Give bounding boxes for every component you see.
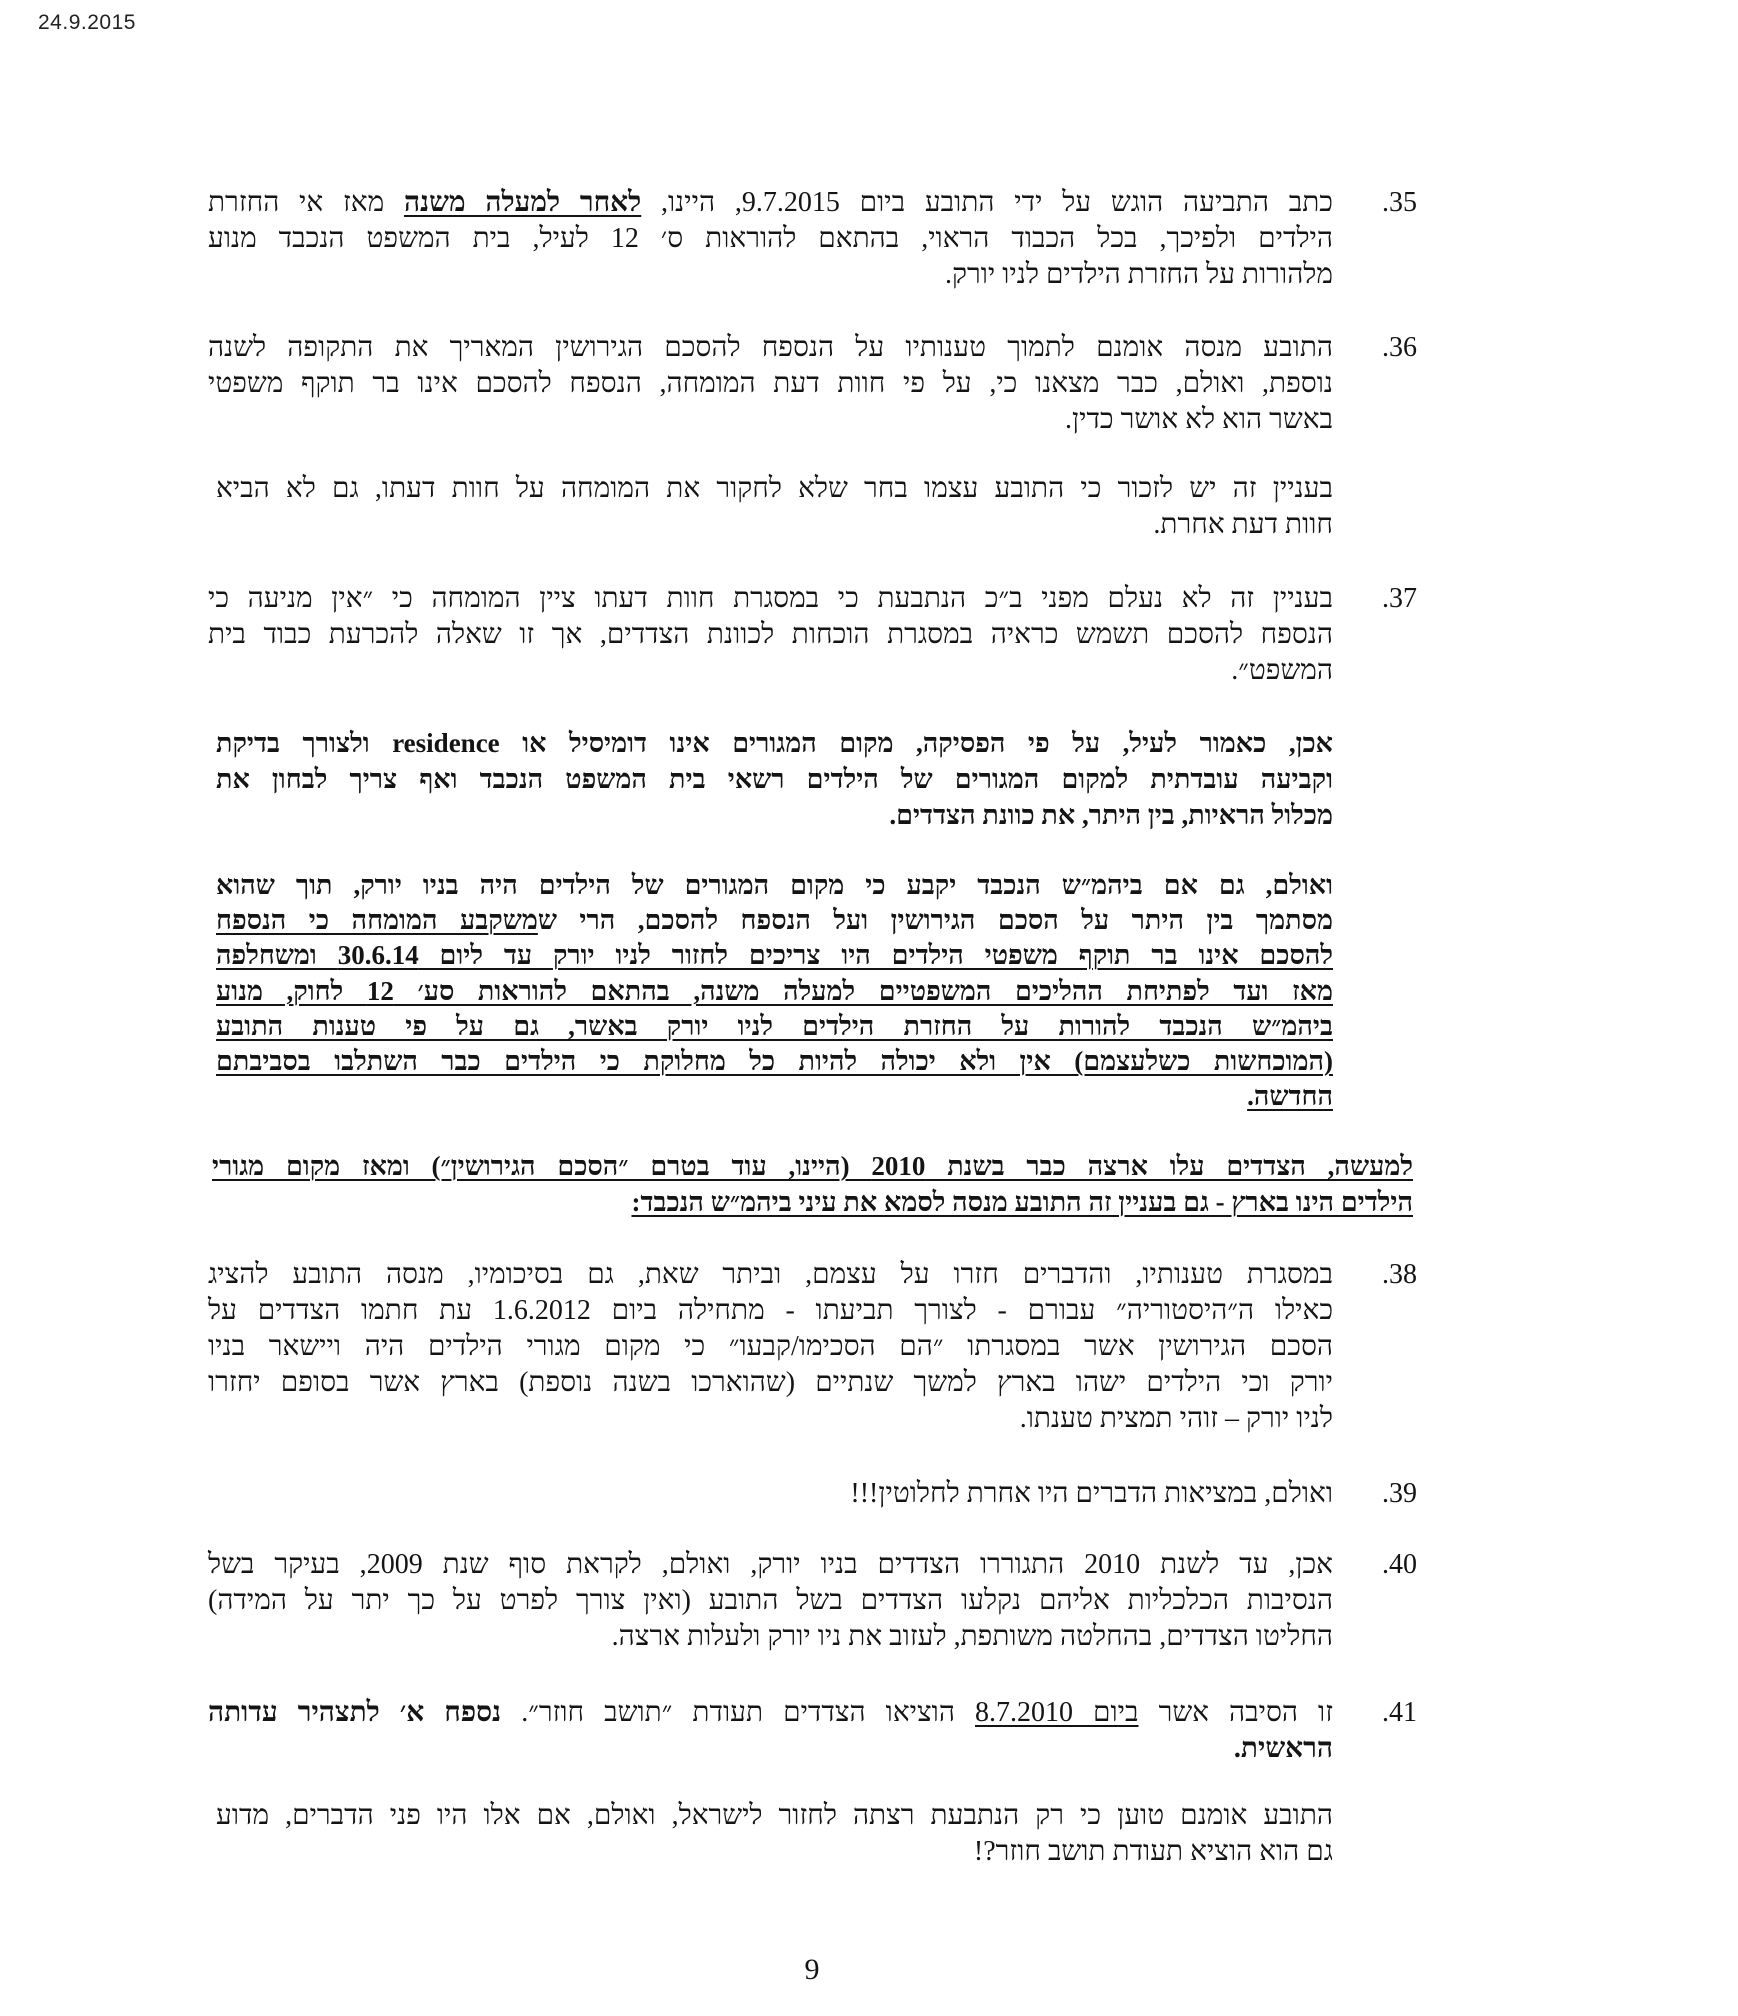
text-segment: מאז אי החזרת [207,187,404,218]
paragraph-line: מאז ועד לפתיחת ההליכים המשפטיים למעלה משנה, בהתאם להוראות סע׳ 12 לחוק, מנוע [216,975,1333,1006]
paragraph-line: נוספת, ואולם, כבר מצאנו כי, על פי חוות דעת המומחה, הנספח להסכם אינו בר תוקף משפטי [208,368,1333,399]
bold-text: נספח א׳ לתצהיר עדותה [208,1697,502,1728]
paragraph-36-continued [216,471,1333,543]
paragraph-summary [212,1148,1413,1220]
paragraph-line: במסגרת טענותיו, והדברים חזרו על עצמם, וביתר שאת, גם בסיכומיו, מנסה התובע להציג [208,1259,1333,1290]
paragraph-37-bold-a [216,725,1333,833]
paragraph-line: אכן, כאמור לעיל, על פי הפסיקה, מקום המגורים אינו דומיסיל או residence ולצורך בדיקת [216,728,1333,758]
underlined-text: ביום 8.7.2010 [974,1697,1139,1728]
paragraph-40 [208,1547,1333,1655]
paragraph-number: 41. [1382,1697,1417,1728]
paragraph-line: התובע מנסה אומנם לתמוך טענותיו על הנספח להסכם הגירושין המאריך את התקופה לשנה [208,332,1333,363]
paragraph-line: החליטו הצדדים, בהחלטה משותפת, לעזוב את ניו יורק ולעלות ארצה. [611,1621,1333,1652]
paragraph-number: 38. [1382,1259,1417,1290]
paragraph-line: וקביעה עובדתית למקום המגורים של הילדים רשאי בית המשפט הנכבד ואף צריך לבחון את [216,764,1333,794]
paragraph-line: באשר הוא לא אושר כדין. [1064,404,1333,435]
emphasized-text: לאחר למעלה משנה [403,187,642,218]
paragraph-number: 39. [1382,1478,1417,1509]
print-date: 24.9.2015 [38,11,136,34]
paragraph-line [208,1695,1333,1731]
paragraph-line: (המוכחשות כשלעצמם) אין ולא יכולה להיות כל מחלוקת כי הילדים כבר השתלבו בסביבתם [216,1046,1333,1077]
paragraph-line: חוות דעת אחרת. [1153,509,1333,540]
paragraph-line: התובע אומנם טוען כי רק הנתבעת רצתה לחזור לישראל, ואולם, אם אלו היו פני הדברים, מדוע [216,1800,1333,1831]
text-segment: זו הסיבה אשר [1138,1697,1333,1728]
page-number: 9 [804,1953,820,1986]
paragraph-38 [208,1257,1333,1437]
paragraph-number: 36. [1382,332,1417,363]
paragraph-line: כאילו ה״היסטוריה״ עבורם - לצורך תביעתו - מתחילה ביום 1.6.2012 עת חתמו הצדדים על [208,1295,1333,1326]
paragraph-line: מלהורות על החזרת הילדים לניו יורק. [945,259,1333,290]
paragraph-line: החדשה. [1247,1081,1333,1112]
paragraph-line: ביהמ״ש הנכבד להורות על החזרת הילדים לניו יורק באשר, גם על פי טענות התובע [216,1010,1333,1041]
paragraph-line: גם הוא הוציא תעודת תושב חוזר?! [973,1836,1333,1867]
paragraph-line: הנסיבות הכלכליות אליהם נקלעו הצדדים בשל התובע (ואין צורך לפרט על כך יתר על המידה) [208,1585,1333,1616]
paragraph-35 [208,185,1333,293]
paragraph-line: אכן, עד לשנת 2010 התגוררו הצדדים בניו יורק, ואולם, לקראת סוף שנת 2009, בעיקר בשל [208,1549,1333,1580]
paragraph-line: להסכם אינו בר תוקף משפטי הילדים היו צריכים לחזור לניו יורק עד ליום 30.6.14 ומשחלפה [215,940,1333,971]
paragraph-line: הראשית. [1233,1733,1333,1764]
paragraph-line: בעניין זה יש לזכור כי התובע עצמו בחר שלא לחקור את המומחה על חוות דעתו, גם לא הביא [216,473,1333,504]
paragraph-37-bold-b [216,868,1333,1114]
text-segment: הוציאו הצדדים תעודת ״תושב חוזר״. [501,1697,975,1728]
paragraph-36 [208,330,1333,438]
paragraph-line: ואולם, גם אם ביהמ״ש הנכבד יקבע כי מקום המגורים של הילדים היה בניו יורק, תוך שהוא [216,870,1333,900]
paragraph-41-continued [216,1798,1333,1870]
paragraph-number: 35. [1382,187,1417,218]
paragraph-line: המשפט״. [1231,655,1333,686]
paragraph-line: ואולם, במציאות הדברים היו אחרת לחלוטין!!! [850,1478,1333,1509]
paragraph-line: מכלול הראיות, בין היתר, את כוונת הצדדים. [889,800,1333,830]
paragraph-line: יורק וכי הילדים ישהו בארץ למשך שנתיים (שהוארכו בשנה נוספת) בארץ אשר בסופם יחזרו [208,1367,1333,1398]
paragraph-line: הילדים הינו בארץ - גם בעניין זה התובע מנסה לסמא את עיני ביהמ״ש הנכבד: [631,1187,1413,1217]
paragraph-number: 40. [1382,1549,1417,1580]
paragraph-39 [208,1476,1333,1512]
text-segment: כתב התביעה הוגש על ידי התובע ביום 9.7.2015, היינו, [641,187,1333,218]
paragraph-37 [208,581,1333,689]
paragraph-line: לניו יורק – זוהי תמצית טענתו. [1019,1403,1333,1434]
paragraph-number: 37. [1382,583,1417,614]
text-segment: מסתמך בין היתר על הסכם הגירושין ועל הנספח להסכם, הרי ש [537,905,1333,936]
underlined-text: משקבע המומחה כי הנספח [216,905,538,936]
paragraph-line: הסכם הגירושין אשר במסגרתו ״הם הסכימו/קבעו״ כי מקום מגורי הילדים היה ויישאר בניו [208,1331,1333,1362]
paragraph-line: הנספח להסכם תשמש כראיה במסגרת הוכחות לכוונת הצדדים, אך זו שאלה להכרעת כבוד בית [208,619,1333,650]
paragraph-line: בעניין זה לא נעלם מפני ב״כ הנתבעת כי במסגרת חוות דעתו ציין המומחה כי ״אין מניעה כי [208,583,1333,614]
paragraph-line [208,185,1333,221]
paragraph-line: הילדים ולפיכך, בכל הכבוד הראוי, בהתאם להוראות ס׳ 12 לעיל, בית המשפט הנכבד מנוע [208,223,1333,254]
paragraph-line: למעשה, הצדדים עלו ארצה כבר בשנת 2010 (היינו, עוד בטרם ״הסכם הגירושין״) ומאז מקום מגורי [212,1151,1413,1181]
paragraph-41 [208,1695,1333,1767]
paragraph-line [216,903,1333,938]
